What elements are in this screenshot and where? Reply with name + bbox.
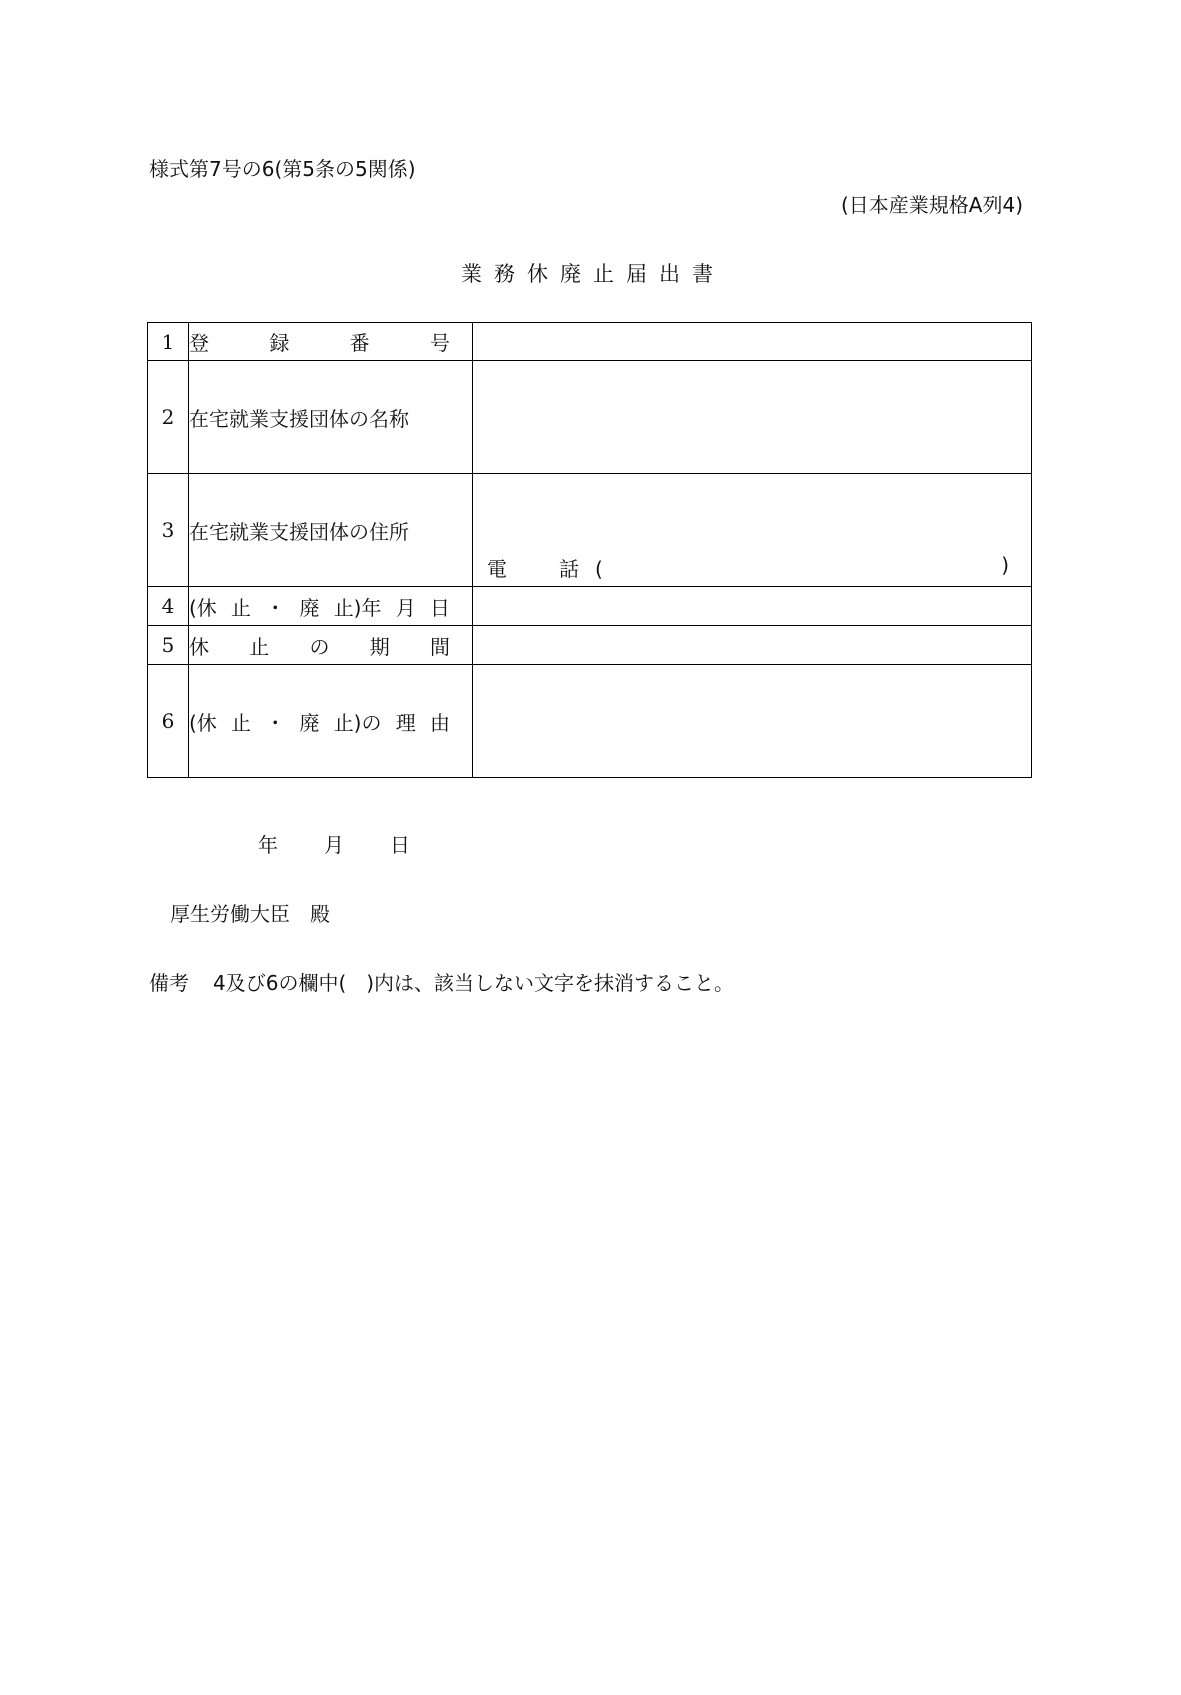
phone-label: 電 話( (487, 557, 619, 581)
label-part: の (309, 634, 330, 659)
row-suspension-reason (148, 665, 1032, 778)
label-part: 番 (349, 331, 370, 355)
label-part: 止 (231, 710, 252, 735)
row-label (189, 665, 473, 778)
label-part: 廃 (299, 710, 320, 735)
label-part: 廃 (299, 595, 320, 620)
row-label: 在宅就業支援団体の名称 (189, 361, 473, 474)
row-label (189, 323, 473, 361)
label-part: 期 (369, 634, 390, 659)
form-code: 様式第7号の6(第5条の5関係) (149, 157, 416, 181)
label-part: (休 (189, 595, 217, 620)
label-part: 止)の (333, 710, 382, 735)
remarks-head: 備考 (149, 971, 189, 995)
suspension-period-field[interactable] (473, 626, 1032, 665)
row-number: 2 (148, 361, 189, 474)
remarks-text: 4及び6の欄中( )内は、該当しない文字を抹消すること。 (213, 971, 735, 995)
row-number: 5 (148, 626, 189, 665)
row-registration-number (148, 323, 1032, 361)
registration-number-field[interactable] (473, 323, 1032, 361)
addressee-honorific: 殿 (310, 902, 330, 926)
label-part: ・ (265, 710, 286, 735)
label-part: 休 (189, 634, 209, 659)
phone-line (487, 553, 1009, 582)
row-number: 3 (148, 474, 189, 587)
paper-size-note: (日本産業規格A列4) (840, 193, 1023, 217)
label-part: 止 (231, 595, 252, 620)
row-number: 4 (148, 587, 189, 626)
label-part: 由 (429, 710, 450, 735)
row-suspension-date (148, 587, 1032, 626)
document-title: 業務休廃止届出書 (461, 262, 725, 286)
addressee-name: 厚生労働大臣 (170, 902, 290, 926)
label-part: 止)年 (333, 595, 382, 620)
row-organization-address (148, 474, 1032, 587)
row-label: 在宅就業支援団体の住所 (189, 474, 473, 587)
date-year: 年 (258, 833, 278, 857)
organization-address-field[interactable] (473, 474, 1032, 587)
row-organization-name (148, 361, 1032, 474)
suspension-reason-field[interactable] (473, 665, 1032, 778)
date-month: 月 (324, 833, 344, 857)
row-suspension-period (148, 626, 1032, 665)
row-number: 6 (148, 665, 189, 778)
organization-name-field[interactable] (473, 361, 1032, 474)
label-part: 止 (249, 634, 270, 659)
row-number: 1 (148, 323, 189, 361)
label-part: (休 (189, 710, 217, 735)
addressee (170, 898, 330, 927)
submission-date-line (258, 829, 410, 858)
label-part: 間 (430, 634, 450, 659)
remarks (149, 967, 734, 996)
notification-form-table (147, 322, 1032, 778)
label-part: 登 (189, 331, 209, 355)
suspension-date-field[interactable] (473, 587, 1032, 626)
label-part: 理 (395, 710, 416, 735)
row-label (189, 587, 473, 626)
row-label (189, 626, 473, 665)
label-part: 日 (429, 595, 450, 620)
label-part: 月 (395, 595, 416, 620)
label-part: 号 (429, 331, 450, 355)
label-part: ・ (265, 595, 286, 620)
label-part: 録 (269, 331, 290, 355)
date-day: 日 (390, 833, 410, 857)
phone-close-paren: ) (1001, 553, 1009, 577)
